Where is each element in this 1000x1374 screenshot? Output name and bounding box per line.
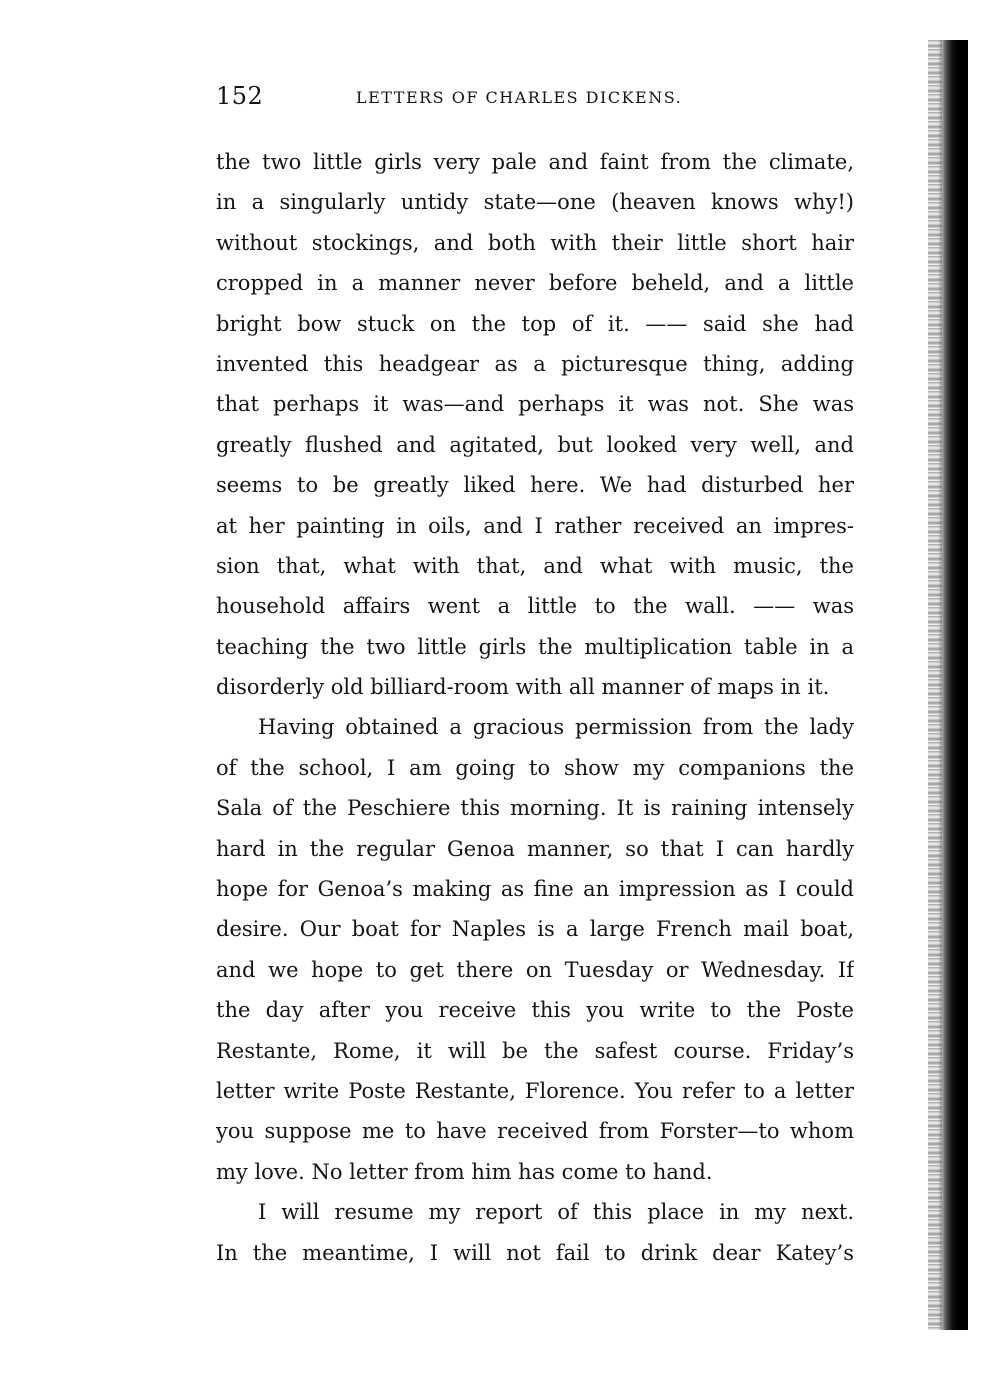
page-header [216,82,856,118]
text-line: I will resume my report of this place in my next. [258,1200,854,1225]
text-line: greatly flushed and agitated, but looked very well, and [216,432,854,457]
body-text [216,142,854,1273]
page-edge-shadow [938,40,968,1330]
text-line: household affairs went a little to the wall. —— was [216,594,854,619]
text-line: desire. Our boat for Naples is a large French mail boat, [216,917,854,942]
text-line: the day after you receive this you write to the Poste [216,998,854,1023]
text-line: In the meantime, I will not fail to drink dear Katey’s [216,1240,854,1265]
text-line: sion that, what with that, and what with music, the [216,553,854,578]
text-line: hope for Genoa’s making as fine an impression as I could [216,877,854,902]
text-line: Restante, Rome, it will be the safest course. Friday’s [216,1038,854,1063]
page-number: 152 [216,82,264,110]
text-line: my love. No letter from him has come to hand. [216,1159,713,1184]
running-head: LETTERS OF CHARLES DICKENS. [356,88,683,107]
text-line: letter write Poste Restante, Florence. You refer to a letter [216,1078,854,1103]
text-line: hard in the regular Genoa manner, so that I can hardly [216,836,854,861]
text-line: Having obtained a gracious permission from the lady [258,715,854,740]
text-line: at her painting in oils, and I rather received an impres- [216,513,854,538]
text-line: invented this headgear as a picturesque thing, adding [216,351,854,376]
text-line: and we hope to get there on Tuesday or Wednesday. If [216,957,854,982]
text-line: cropped in a manner never before beheld, and a little [216,271,854,296]
text-line: teaching the two little girls the multiplication table in a [216,634,854,659]
text-line: the two little girls very pale and faint from the climate, [216,150,854,174]
text-line: without stockings, and both with their little short hair [216,230,854,255]
text-line: bright bow stuck on the top of it. —— said she had [216,311,854,336]
text-line: that perhaps it was—and perhaps it was not. She was [216,392,854,417]
text-line: disorderly old billiard-room with all manner of maps in it. [216,675,830,700]
text-line: in a singularly untidy state—one (heaven knows why!) [216,190,854,215]
text-line: Sala of the Peschiere this morning. It is raining intensely [216,796,854,821]
text-line: you suppose me to have received from Forster—to whom [216,1119,854,1144]
text-line: of the school, I am going to show my companions the [216,755,854,780]
text-line: seems to be greatly liked here. We had disturbed her [216,473,854,498]
